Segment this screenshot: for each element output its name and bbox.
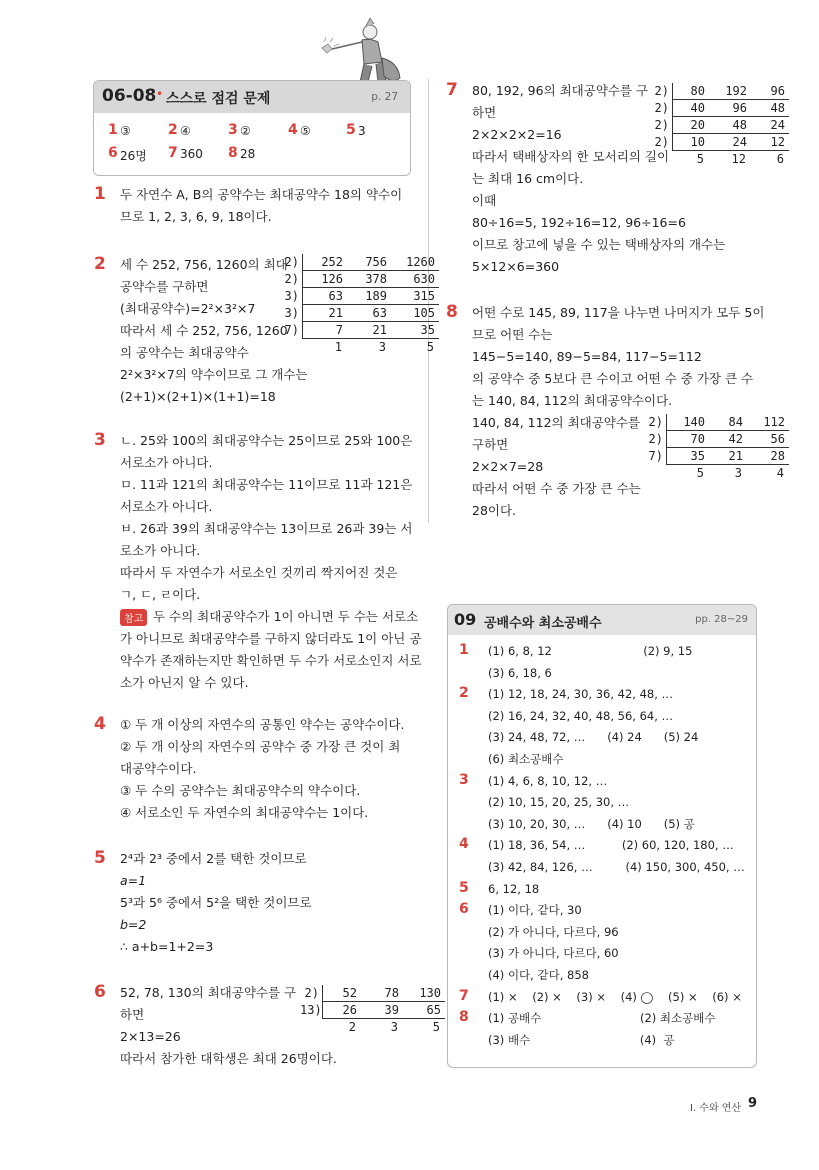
ladder-row: [644, 448, 789, 465]
problem-2-number: 2: [94, 254, 106, 274]
ladder-divisor: 2): [284, 255, 299, 269]
problem-3-number: 3: [94, 430, 106, 450]
ladder-row: [280, 254, 439, 271]
ladder-value: 70: [690, 432, 705, 446]
problem-4-number: 4: [94, 714, 106, 734]
problem-8-number: 8: [446, 302, 458, 322]
ladder-value: 39: [384, 1003, 399, 1017]
ladder-divisor: 2): [284, 272, 299, 286]
section-09-title: 공배수와 최소공배수: [484, 616, 602, 631]
ladder-value: 10: [690, 135, 705, 149]
ladder-row: [280, 271, 439, 288]
section-09-item-2-text: (1) 12, 18, 24, 30, 36, 42, 48, … (2) 16, 24, 32, 40, 48, 56, 64, … (3) 24, 48, 72, … (4) 24 (5) 24 (6) 최소공배수: [488, 687, 699, 766]
ladder-value: 12: [770, 135, 785, 149]
ladder-value: 315: [413, 289, 435, 303]
section-09-item-4-text: (1) 18, 36, 54, … (2) 60, 120, 180, … (3) 42, 84, 126, … (4) 150, 300, 450, …: [488, 838, 745, 874]
ladder-value: 5: [696, 152, 704, 166]
note-badge: 참고: [120, 609, 147, 626]
ladder-divisor: [644, 465, 666, 482]
answer-key-4: ⑤: [300, 124, 311, 138]
answer-key-5: 3: [358, 124, 366, 138]
ladder-value: 56: [770, 432, 785, 446]
character-illustration: [318, 18, 410, 88]
problem-7-number: 7: [446, 80, 458, 100]
ladder-divisor: 13): [300, 1003, 322, 1017]
ladder-value: 35: [690, 449, 705, 463]
ladder-value: 4: [776, 466, 784, 480]
section-09-item-6-text: (1) 이다, 같다, 30 (2) 가 아니다, 다르다, 96 (3) 가 아니다, 다르다, 60 (4) 이다, 같다, 858: [488, 903, 619, 982]
answer-key-8-num: 8: [228, 145, 238, 161]
section-09-item-3-number: 3: [459, 771, 469, 788]
answer-key-5-num: 5: [346, 122, 356, 138]
ladder-row: [280, 305, 439, 322]
ladder-value: 192: [725, 84, 747, 98]
ladder-row: [280, 322, 439, 339]
ladder-value: 21: [728, 449, 743, 463]
section-09-code: 09: [454, 610, 477, 629]
problem-7-text: 80, 192, 96의 최대공약수를 구 하면 2×2×2×2=16 따라서 택배상자의 한 모서리의 길이 는 최대 16 cm이다. 이때 80÷16=5, 192÷16=12, 96÷16=6 이므로 창고에 넣을 수 있는 택배상자의 개수는 5×12×6=360: [472, 83, 726, 274]
page-reference: p. 27: [371, 91, 398, 103]
ladder-row: [300, 1019, 445, 1036]
ladder-divisor: 2): [654, 84, 669, 98]
ladder-value: 5: [432, 1020, 440, 1034]
problem-8-text: 어떤 수로 145, 89, 117을 나누면 나머지가 모두 5이 므로 어떤 수는 145−5=140, 89−5=84, 117−5=112 의 공약수 중 5보다 큰 수이고 어떤 수 중 가장 큰 수 는 140, 84, 112의 최대공약수이다. 140, 84, 112의 최대공약수를 구하면 2×2×7=28 따라서 어떤 수 중 가장 큰 수는 28이다.: [472, 305, 765, 518]
ladder-value: 3: [378, 340, 386, 354]
problem-3-text: ㄴ. 25와 100의 최대공약수는 25이므로 25와 100은 서로소가 아니다. ㅁ. 11과 121의 최대공약수는 11이므로 11과 121은 서로소가 아니다. ㅂ. 26과 39의 최대공약수는 13이므로 26과 39는 서 로소가 아니다. 따라서 두 자연수가 서로소인 것끼리 짝지어진 것은 ㄱ, ㄷ, ㄹ이다.: [120, 433, 413, 602]
section-dot: •: [156, 87, 164, 101]
problem-6-text: 52, 78, 130의 최대공약수를 구 하면 2×13=26 따라서 참가한 대학생은 최대 26명이다.: [120, 985, 337, 1066]
problem-2-text: 세 수 252, 756, 1260의 최대 공약수를 구하면 (최대공약수)=2²×3²×7 따라서 세 수 252, 756, 1260 의 공약수는 최대공약수 2²×3²×7의 약수이므로 그 개수는 (2+1)×(2+1)×(1+1)=18: [120, 257, 308, 404]
section-title: 스스로 점검 문제: [166, 91, 271, 107]
ladder-value: 20: [690, 118, 705, 132]
problem-5-text: 2⁴과 2³ 중에서 2를 택한 것이므로 a=1 5³과 5⁶ 중에서 5²을 택한 것이므로 b=2 ∴ a+b=1+2=3: [120, 851, 312, 954]
problem-3-note: 두 수의 최대공약수가 1이 아니면 두 수는 서로소 가 아니므로 최대공약수를 구하지 않더라도 1이 아닌 공 약수가 존재하는지만 확인하면 두 수가 서로소인지 서로 소가 아닌지 알 수 있다.: [120, 609, 422, 690]
ladder-value: 6: [776, 152, 784, 166]
ladder-value: 378: [365, 272, 387, 286]
ladder-value: 756: [365, 255, 387, 269]
section-09-item-5-text: 6, 12, 18: [488, 881, 540, 896]
ladder-value: 130: [419, 986, 441, 1000]
ladder-divisor: 7): [648, 449, 663, 463]
ladder-row: [280, 288, 439, 305]
answer-key-3: ②: [240, 124, 251, 138]
ladder-row: [650, 100, 789, 117]
ladder-divisor: 2): [648, 432, 663, 446]
ladder-value: 26: [342, 1003, 357, 1017]
section-code: 06-08: [102, 86, 157, 106]
section-09-item-8-number: 8: [459, 1009, 469, 1026]
problem-6-number: 6: [94, 982, 106, 1002]
ladder-divisor: 3): [284, 306, 299, 320]
section-09-item-7-number: 7: [459, 987, 469, 1004]
ladder-value: 5: [696, 466, 704, 480]
ladder-value: 7: [335, 323, 343, 337]
ladder-divisor: 2): [654, 135, 669, 149]
footer-page-number: 9: [748, 1096, 758, 1111]
answer-key-2: ④: [180, 124, 191, 138]
answer-key-6: 26명: [120, 149, 147, 163]
ladder-value: 24: [732, 135, 747, 149]
ladder-value: 35: [420, 323, 435, 337]
ladder-value: 112: [763, 415, 785, 429]
ladder-value: 630: [413, 272, 435, 286]
ladder-value: 1260: [406, 255, 435, 269]
section-09-page-reference: pp. 28~29: [695, 614, 748, 625]
ladder-value: 12: [731, 152, 746, 166]
ladder-divisor: 3): [284, 289, 299, 303]
section-09-item-3-text: (1) 4, 6, 8, 10, 12, … (2) 10, 15, 20, 25, 30, … (3) 10, 20, 30, … (4) 10 (5) 공: [488, 773, 695, 831]
ladder-value: 21: [328, 306, 343, 320]
ladder-divisor: [280, 339, 302, 356]
answer-key-3-num: 3: [228, 122, 238, 138]
ladder-row: [650, 117, 789, 134]
section-09-item-5-number: 5: [459, 879, 469, 896]
ladder-divisor: 2): [654, 101, 669, 115]
ladder-row: [650, 134, 789, 151]
ladder-row: [644, 414, 789, 431]
ladder-value: 48: [770, 101, 785, 115]
ladder-value: 1: [334, 340, 342, 354]
problem-5-number: 5: [94, 848, 106, 868]
ladder-value: 5: [426, 340, 434, 354]
answer-key-1: ③: [120, 124, 131, 138]
problem-1-number: 1: [94, 184, 106, 204]
ladder-value: 48: [732, 118, 747, 132]
ladder-value: 24: [770, 118, 785, 132]
ladder-divisor: 2): [648, 415, 663, 429]
ladder-value: 78: [384, 986, 399, 1000]
ladder-row: [644, 465, 789, 482]
ladder-row: [650, 151, 789, 168]
answer-key-8: 28: [240, 147, 256, 161]
ladder-value: 2: [348, 1020, 356, 1034]
ladder-value: 42: [728, 432, 743, 446]
answer-key-7: 360: [180, 147, 203, 161]
self-check-header-box: [93, 80, 411, 176]
ladder-value: 40: [690, 101, 705, 115]
ladder-value: 252: [321, 255, 343, 269]
section-09-item-1-text: (1) 6, 8, 12 (2) 9, 15 (3) 6, 18, 6: [488, 644, 693, 680]
ladder-divisor: [650, 151, 672, 168]
ladder-value: 105: [413, 306, 435, 320]
ladder-row: [644, 431, 789, 448]
problem-2-division-ladder: [280, 254, 439, 356]
ladder-value: 63: [328, 289, 343, 303]
ladder-divisor: 2): [654, 118, 669, 132]
problem-4-text: ① 두 개 이상의 자연수의 공통인 약수는 공약수이다. ② 두 개 이상의 자연수의 공약수 중 가장 큰 것이 최 대공약수이다. ③ 두 수의 공약수는 최대공약수의 약수이다. ④ 서로소인 두 자연수의 최대공약수는 1이다.: [120, 717, 405, 820]
ladder-value: 126: [321, 272, 343, 286]
ladder-value: 84: [728, 415, 743, 429]
ladder-row: [300, 1002, 445, 1019]
ladder-divisor: 2): [304, 986, 319, 1000]
ladder-value: 52: [342, 986, 357, 1000]
ladder-row: [280, 339, 439, 356]
ladder-value: 63: [372, 306, 387, 320]
section-09-item-4-number: 4: [459, 836, 469, 853]
problem-6-division-ladder: [300, 985, 445, 1036]
ladder-value: 96: [770, 84, 785, 98]
section-09-item-2-number: 2: [459, 685, 469, 702]
ladder-value: 65: [426, 1003, 441, 1017]
ladder-value: 21: [372, 323, 387, 337]
problem-8-division-ladder: [644, 414, 789, 482]
section-09-item-1-number: 1: [459, 642, 469, 658]
answer-key-7-num: 7: [168, 145, 178, 161]
ladder-value: 96: [732, 101, 747, 115]
section-09-item-8-text: (1) 공배수 (2) 최소공배수 (3) 배수 (4) 공: [488, 1011, 716, 1047]
ladder-value: 189: [365, 289, 387, 303]
problem-1-text: 두 자연수 A, B의 공약수는 최대공약수 18의 약수이 므로 1, 2, 3, 6, 9, 18이다.: [120, 187, 403, 224]
answer-key-2-num: 2: [168, 122, 178, 138]
section-09-item-7-text: (1) × (2) × (3) × (4) ◯ (5) × (6) ×: [488, 989, 742, 1004]
ladder-value: 140: [683, 415, 705, 429]
ladder-value: 3: [734, 466, 742, 480]
ladder-divisor: 7): [284, 323, 299, 337]
answer-key-6-num: 6: [108, 145, 118, 161]
ladder-value: 28: [770, 449, 785, 463]
answer-key-4-num: 4: [288, 122, 298, 138]
ladder-row: [650, 83, 789, 100]
ladder-row: [300, 985, 445, 1002]
ladder-divisor: [300, 1019, 322, 1036]
section-09-item-6-number: 6: [459, 901, 469, 918]
footer-chapter: Ⅰ. 수와 연산: [690, 1103, 742, 1114]
answer-key-1-num: 1: [108, 122, 118, 138]
ladder-value: 3: [390, 1020, 398, 1034]
problem-7-division-ladder: [650, 83, 789, 168]
ladder-value: 80: [690, 84, 705, 98]
